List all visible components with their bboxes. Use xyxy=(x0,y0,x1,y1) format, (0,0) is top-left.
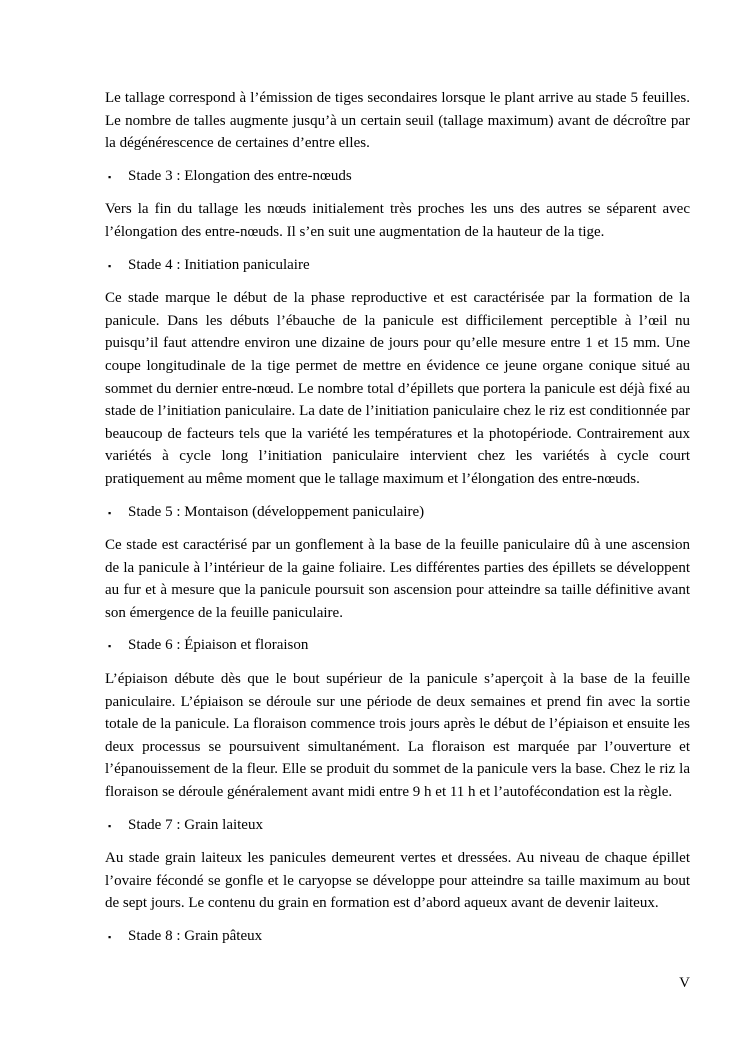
list-item-label: Stade 5 : Montaison (développement paniculaire) xyxy=(128,503,425,520)
list-item-stade xyxy=(105,254,690,278)
square-bullet-icon: ▪ xyxy=(108,641,112,652)
paragraph: L’épiaison débute dès que le bout supérieur de la panicule s’aperçoit à la base de la feuille paniculaire. L’épiaison se déroule sur une période de deux semaines et prend fin avec la sortie totale de la panicule. La floraison commence trois jours après le début de l’épiaison et ensuite les deux processus se poursuivent simultanément. La floraison est marquée par l’ouverture et l’épanouissement de la fleur. Elle se produit du sommet de la panicule vers la base. Chez le riz la floraison se déroule généralement avant midi entre 9 h et 11 h et l’autofécondation est la règle. xyxy=(105,671,690,801)
paragraph: Le tallage correspond à l’émission de tiges secondaires lorsque le plant arrive au stade 5 feuilles. Le nombre de talles augmente jusqu’à un certain seuil (tallage maximum) avant de décroître par la dégénérescence de certaines d’entre elles. xyxy=(105,90,690,152)
square-bullet-icon: ▪ xyxy=(108,171,112,182)
square-bullet-icon: ▪ xyxy=(108,260,112,271)
page-number: V xyxy=(679,975,690,991)
square-bullet-icon: ▪ xyxy=(108,820,112,831)
list-item-label: Stade 6 : Épiaison et floraison xyxy=(128,637,309,654)
paragraph: Vers la fin du tallage les nœuds initialement très proches les uns des autres se séparent avec l’élongation des entre-nœuds. Il s’en suit une augmentation de la hauteur de la tige. xyxy=(105,201,690,240)
document-body xyxy=(105,87,690,949)
list-item-stade xyxy=(105,814,690,838)
list-item-stade xyxy=(105,501,690,525)
paragraph: Ce stade marque le début de la phase reproductive et est caractérisée par la formation de la panicule. Dans les débuts l’ébauche de la panicule est difficilement perceptible à l’œil nu puisqu’il faut attendre environ une dizaine de jours pour qu’elle mesure entre 1 et 15 mm. Une coupe longitudinale de la tige permet de mettre en évidence ce jeune organe conique situé au sommet du dernier entre-nœud. Le nombre total d’épillets que portera la panicule est déjà fixé au stade de l’initiation paniculaire. La date de l’initiation paniculaire chez le riz est conditionnée par beaucoup de facteurs tels que la variété les températures et la photopériode. Contrairement aux variétés à cycle long l’initiation paniculaire intervient chez les variétés à cycle court pratiquement au même moment que le tallage maximum et l’élongation des entre-nœuds. xyxy=(105,290,690,487)
list-item-label: Stade 3 : Elongation des entre-nœuds xyxy=(128,167,352,184)
list-item-stade xyxy=(105,634,690,658)
square-bullet-icon: ▪ xyxy=(108,507,112,518)
paragraph: Ce stade est caractérisé par un gonflement à la base de la feuille paniculaire dû à une ascension de la panicule à l’intérieur de la gaine foliaire. Les différentes parties des épillets se développent au fur et à mesure que la panicule poursuit son ascension pour atteindre sa taille définitive avant son émergence de la feuille paniculaire. xyxy=(105,537,690,621)
list-item-stade xyxy=(105,925,690,949)
square-bullet-icon: ▪ xyxy=(108,932,112,942)
list-item-label: Stade 8 : Grain pâteux xyxy=(128,928,263,944)
list-item-label: Stade 4 : Initiation paniculaire xyxy=(128,256,310,273)
list-item-label: Stade 7 : Grain laiteux xyxy=(128,816,263,833)
paragraph: Au stade grain laiteux les panicules demeurent vertes et dressées. Au niveau de chaque épillet l’ovaire fécondé se gonfle et le caryopse se développe pour atteindre sa taille maximum au bout de sept jours. Le contenu du grain en formation est d’abord aqueux avant de devenir laiteux. xyxy=(105,850,690,912)
list-item-stade xyxy=(105,165,690,189)
